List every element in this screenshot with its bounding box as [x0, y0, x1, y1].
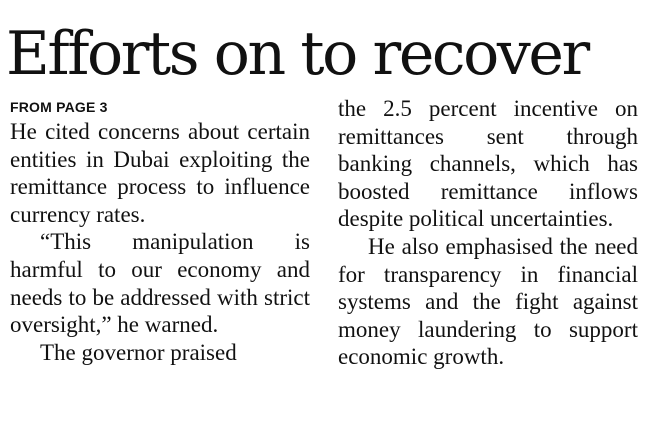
paragraph: “This manipulation is harmful to our economy and needs to be addressed with strict oversight,” he warned.	[10, 229, 310, 338]
paragraph: He cited concerns about certain entities in Dubai exploiting the remittance process to influence currency rates.	[10, 119, 310, 227]
jump-label: FROM PAGE 3	[10, 99, 108, 115]
paragraph: He also emphasised the need for transparency in financial systems and the fight against money laundering to support economic growth.	[338, 233, 638, 370]
article-column-left	[10, 96, 310, 366]
paragraph: the 2.5 percent incentive on remittances sent through banking channels, which has boosted remittance inflows despite political uncertainties.	[338, 96, 638, 232]
paragraph: The governor praised	[40, 339, 237, 365]
headline: Efforts on to recover	[6, 19, 588, 89]
article-column-right	[338, 96, 638, 371]
